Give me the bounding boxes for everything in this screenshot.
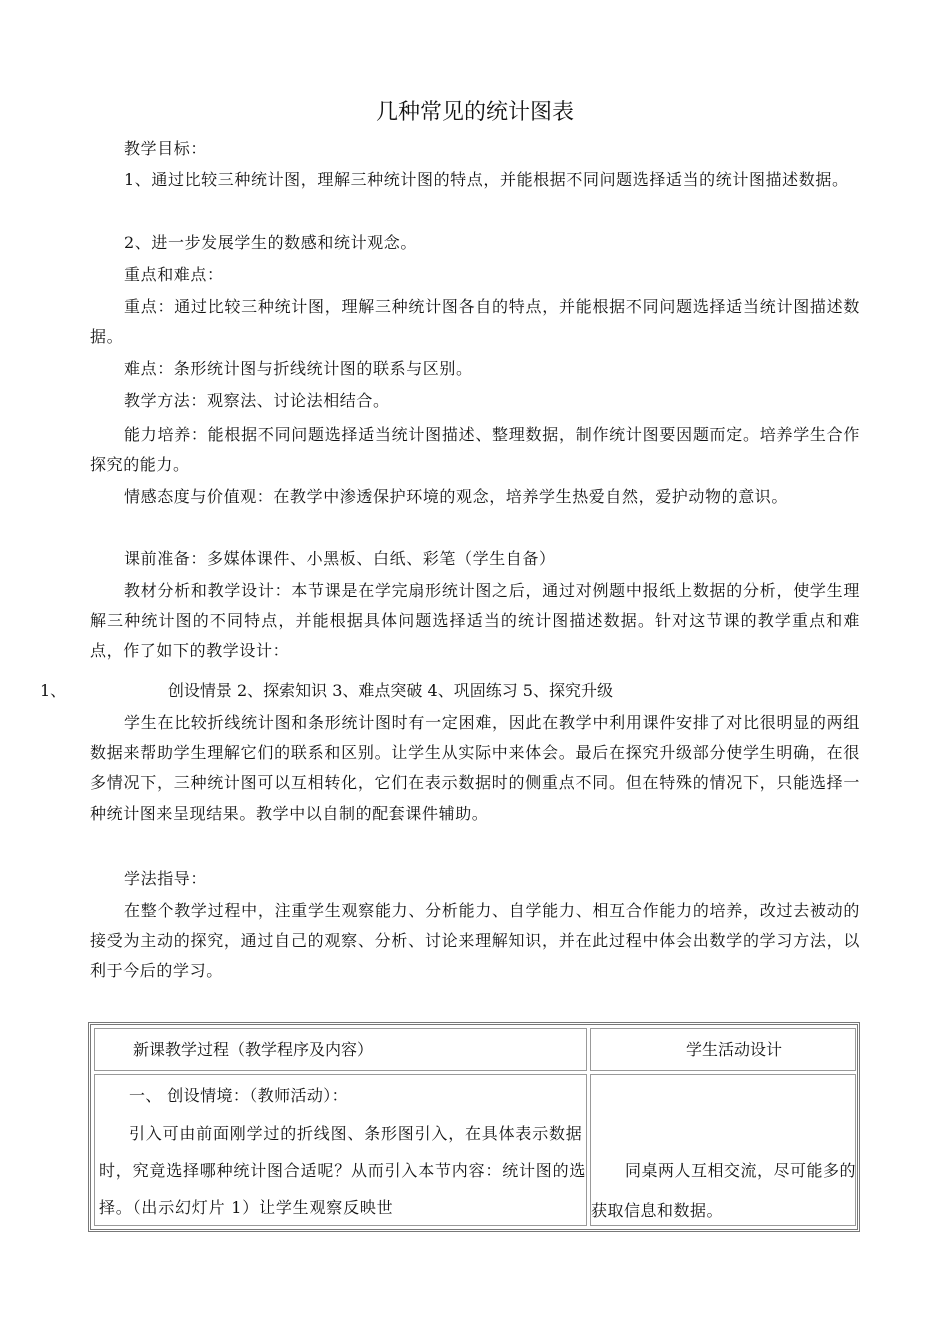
paragraph: 教学目标： — [124, 139, 208, 158]
paragraph: 重点：通过比较三种统计图，理解三种统计图各自的特点，并能根据不同问题选择适当统计图描述数据。 — [90, 297, 860, 347]
table-body-cell-right — [590, 1074, 856, 1226]
teaching-steps-line: 1、 创设情景 2、探索知识 3、难点突破 4、巩固练习 5、探究升级 — [40, 681, 613, 700]
paragraph: 情感态度与价值观：在教学中渗透保护环境的观念，培养学生热爱自然，爱护动物的意识。 — [124, 487, 789, 506]
paragraph: 学法指导： — [124, 869, 208, 888]
teaching-process-table — [88, 1022, 860, 1232]
paragraph: 学生在比较折线统计图和条形统计图时有一定困难，因此在教学中利用课件安排了对比很明显的两组数据来帮助学生理解它们的联系和区别。让学生从实际中来体会。最后在探究升级部分使学生明确，在很多情况下，三种统计图可以互相转化，它们在表示数据时的侧重点不同。但在特殊的情况下，只能选择一种统计图来呈现结果。教学中以自制的配套课件辅助。 — [90, 713, 860, 823]
table-body-cell-left — [94, 1074, 587, 1226]
paragraph: 2、进一步发展学生的数感和统计观念。 — [124, 233, 417, 252]
paragraph: 教材分析和教学设计：本节课是在学完扇形统计图之后，通过对例题中报纸上数据的分析，使学生理解三种统计图的不同特点，并能根据具体问题选择适当的统计图描述数据。针对这节课的教学重点和难点，作了如下的教学设计： — [90, 581, 860, 661]
section-heading: 一、 创设情境：（教师活动）： — [129, 1086, 349, 1105]
paragraph: 教学方法：观察法、讨论法相结合。 — [124, 391, 390, 410]
section-text: 引入可由前面刚学过的折线图、条形图引入，在具体表示数据时，究竟选择哪种统计图合适呢？从而引入本节内容：统计图的选择。（出示幻灯片 1）让学生观察反映世 — [99, 1124, 587, 1217]
paragraph: 重点和难点： — [124, 265, 224, 284]
paragraph: 能力培养：能根据不同问题选择适当统计图描述、整理数据，制作统计图要因题而定。培养学生合作探究的能力。 — [90, 425, 860, 475]
student-activity-text: 同桌两人互相交流，尽可能多的获取信息和数据。 — [591, 1161, 857, 1220]
paragraph: 难点：条形统计图与折线统计图的联系与区别。 — [124, 359, 473, 378]
paragraph: 课前准备：多媒体课件、小黑板、白纸、彩笔（学生自备） — [124, 549, 556, 568]
table-header-cell — [94, 1028, 587, 1071]
paragraph: 1、通过比较三种统计图，理解三种统计图的特点，并能根据不同问题选择适当的统计图描述数据。 — [124, 170, 849, 189]
table-header-right: 学生活动设计 — [686, 1040, 783, 1059]
paragraph: 在整个教学过程中，注重学生观察能力、分析能力、自学能力、相互合作能力的培养，改过去被动的接受为主动的探究，通过自己的观察、分析、讨论来理解知识，并在此过程中体会出数学的学习方法，以利于今后的学习。 — [90, 901, 860, 981]
table-header-left: 新课教学过程（教学程序及内容） — [133, 1040, 374, 1059]
document-title: 几种常见的统计图表 — [375, 100, 574, 125]
table-header-cell — [590, 1028, 856, 1071]
